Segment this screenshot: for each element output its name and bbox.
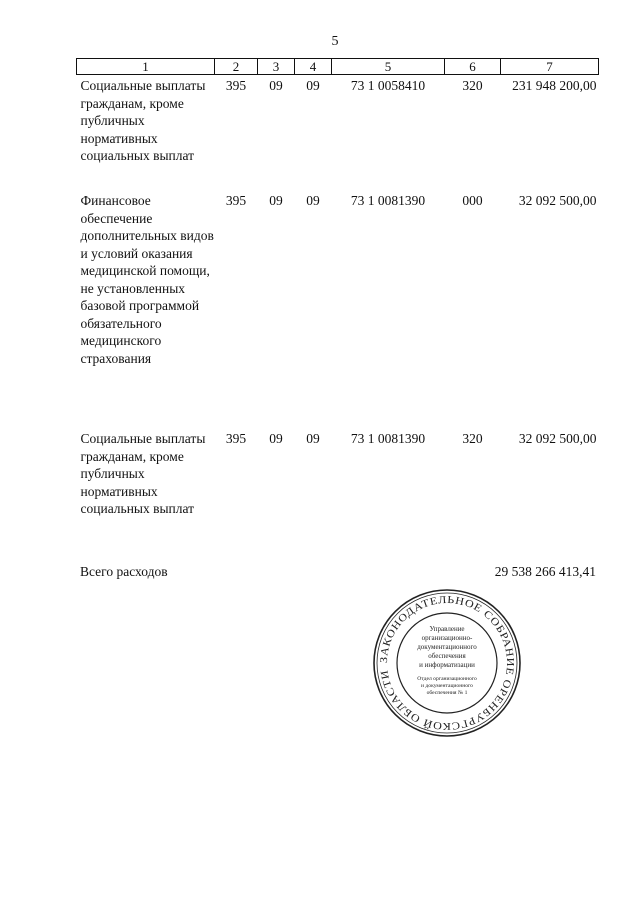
stamp-line: Отдел организационного bbox=[417, 676, 477, 682]
table-header-row bbox=[77, 59, 599, 75]
amount: 32 092 500,00 bbox=[518, 431, 597, 446]
expense-type-code: 320 bbox=[462, 431, 483, 446]
ministry-code: 395 bbox=[225, 78, 247, 93]
stamp-ring-textpath: ЗАКОНОДАТЕЛЬНОЕ СОБРАНИЕ ОРЕНБУРГСКОЙ ОБЛАСТИ bbox=[378, 594, 516, 732]
stamp-line: обеспечения bbox=[428, 652, 466, 660]
table-row bbox=[77, 428, 599, 530]
expense-name: Социальные выплаты гражданам, кроме публичных нормативных социальных выплат bbox=[80, 78, 206, 163]
column-header: 7 bbox=[501, 59, 599, 75]
expense-type-code: 000 bbox=[462, 193, 483, 208]
official-stamp bbox=[371, 587, 523, 739]
ministry-code: 395 bbox=[225, 193, 247, 208]
expense-name: Социальные выплаты гражданам, кроме публичных нормативных социальных выплат bbox=[80, 431, 206, 516]
section-code: 09 bbox=[269, 431, 283, 446]
amount: 231 948 200,00 bbox=[512, 78, 597, 93]
stamp-line: и информатизации bbox=[419, 661, 475, 669]
stamp-line: Управление bbox=[429, 625, 465, 633]
column-header: 1 bbox=[77, 59, 215, 75]
section-code: 09 bbox=[269, 193, 283, 208]
target-article-code: 73 1 0081390 bbox=[350, 193, 426, 208]
target-article-code: 73 1 0081390 bbox=[350, 431, 426, 446]
stamp-inner-text bbox=[417, 625, 477, 696]
column-header: 6 bbox=[445, 59, 501, 75]
expense-name: Финансовое обеспечение дополнительных видов и условий оказания медицинской помощи, не установленных базовой программой обязательного медицинского страхования bbox=[80, 193, 214, 366]
subsection-code: 09 bbox=[306, 193, 320, 208]
table-row bbox=[77, 75, 599, 191]
column-header: 4 bbox=[295, 59, 332, 75]
amount: 32 092 500,00 bbox=[518, 193, 597, 208]
column-header: 5 bbox=[332, 59, 445, 75]
stamp-line: и документационного bbox=[421, 683, 473, 689]
expense-type-code: 320 bbox=[462, 78, 483, 93]
section-code: 09 bbox=[269, 78, 283, 93]
stamp-line: обеспечения № 1 bbox=[426, 690, 468, 696]
subsection-code: 09 bbox=[306, 78, 320, 93]
stamp-line: организационно- bbox=[421, 634, 473, 642]
stamp-graphic bbox=[371, 587, 523, 739]
table-row bbox=[77, 190, 599, 428]
column-header: 2 bbox=[215, 59, 258, 75]
ministry-code: 395 bbox=[225, 431, 247, 446]
subsection-code: 09 bbox=[306, 431, 320, 446]
stamp-line: документационного bbox=[417, 643, 477, 651]
column-header: 3 bbox=[258, 59, 295, 75]
budget-table bbox=[76, 58, 599, 530]
total-value: 29 538 266 413,41 bbox=[494, 564, 596, 579]
page-number: 5 bbox=[331, 34, 339, 49]
total-label: Всего расходов bbox=[80, 564, 168, 579]
target-article-code: 73 1 0058410 bbox=[350, 78, 426, 93]
